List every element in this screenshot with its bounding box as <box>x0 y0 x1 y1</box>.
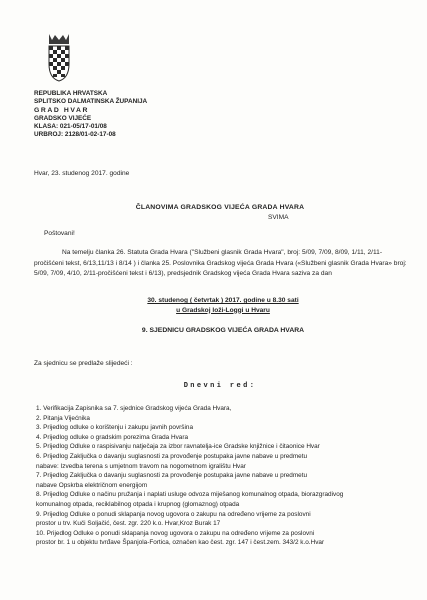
agenda-item: prostor u trv. Kuči Soljačić, čest. zgr. 220 k.o. Hvar,Kroz Burak 17 <box>36 520 221 528</box>
agenda-item: 7. Prijedlog Zaključka o davanju suglasnosti za provođenje postupaka javne nabave u predmetu <box>36 472 308 480</box>
header-country: REPUBLIKA HRVATSKA <box>34 90 108 97</box>
header-city: GRAD HVAR <box>34 106 90 114</box>
agenda-item: 6. Prijedlog Zaključka o davanju suglasnosti za provođenje postupaka javne nabave u predmetu <box>36 452 308 460</box>
session-title: 9. SJEDNICU GRADSKOG VIJEĆA GRADA HVARA <box>141 327 305 334</box>
header-council: GRADSKO VIJEĆE <box>34 114 92 122</box>
croatian-coat-of-arms-icon <box>46 34 72 82</box>
session-place: u Gradskoj loži-Loggi u Hvaru <box>176 306 270 314</box>
agenda-item: nabave: Izvedba terena s umjetnom travom na nogometnom igralištu Hvar <box>36 462 246 470</box>
agenda-list <box>36 404 416 548</box>
agenda-item: 4. Prijedlog odluke o gradskim porezima Grada Hvara <box>36 433 189 441</box>
recipient-sub: SVIMA <box>268 214 289 221</box>
agenda-item: prostor br. 1 u objektu tvrđave Španjola-Fortica, označen kao čest. zgr. 147 i čest.zem. 343/2 k.o.Hvar <box>36 539 325 547</box>
recipient-heading: ČLANOVIMA GRADSKOG VIJEĆA GRADA HVARA <box>135 204 305 211</box>
session-date: 30. studenog ( četvrtak ) 2017. godine u 8.30 sati <box>147 297 299 304</box>
issuer-header <box>34 90 147 140</box>
greeting: Poštovani! <box>44 230 75 237</box>
intro-paragraph: Na temelju članka 26. Statuta Grada Hvara ("Službeni glasnik Grada Hvara", broj: 5/09, 7/09, 8/09, 1/11, 2/11-pročišćeni tekst, 6/13,11/13 i 8/14 ) i članka 25. Poslovnika Gradskog vijeća Grada Hvara («Službeni glasnik Grada Hvara» broj: 5/09, 7/09, 4/10, 2/11-pročišćeni tekst i 6/13), predsjednik Gradskog vijeća Grada Hvara saziva za dan <box>34 249 407 278</box>
agenda-item: nabave Opskrba električnom energijom <box>36 481 148 489</box>
header-urbroj: URBROJ: 2128/01-02-17-08 <box>34 131 116 139</box>
agenda-item: komunalnog otpada, reciklabilnog otpada i krupnog (glomaznog) otpada <box>36 500 240 508</box>
agenda-title: Dnevni red: <box>183 382 257 390</box>
agenda-item: 1. Verifikacija Zapisnika sa 7. sjednice Gradskog vijeća Grada Hvara, <box>36 405 232 412</box>
agenda-item: 2. Pitanja Vijećnika <box>36 414 90 422</box>
document-date: Hvar, 23. studenog 2017. godine <box>34 170 130 177</box>
header-klasa: KLASA: 021-05/17-01/08 <box>34 123 107 131</box>
agenda-item: 9. Prijedlog Odluke o ponudi sklapanja novog ugovora o zakupu na određeno vrijeme za poslovni <box>36 510 311 518</box>
agenda-item: 10. Prijedlog Odluke o ponudi sklapanja novog ugovora o zakupu na određeno vrijeme za poslovni <box>36 529 315 537</box>
proposal-text: Za sjednicu se predlaže slijedeći : <box>34 360 133 367</box>
agenda-item: 3. Prijedlog odluke o korištenju i zakupu javnih površina <box>36 424 194 432</box>
agenda-item: 5. Prijedlog Odluke o raspisivanju natječaja za izbor ravnatelja-ice Gradske knjižnice i čitaonice Hvar <box>36 443 320 451</box>
agenda-item: 8. Prijedlog Odluke o načinu pružanja i naplati usluge odvoza miješanog komunalnog otpada, biorazgradivog <box>36 491 344 499</box>
header-county: SPLITSKO DALMATINSKA ŽUPANIJA <box>34 98 148 106</box>
session-date-place <box>34 296 412 315</box>
